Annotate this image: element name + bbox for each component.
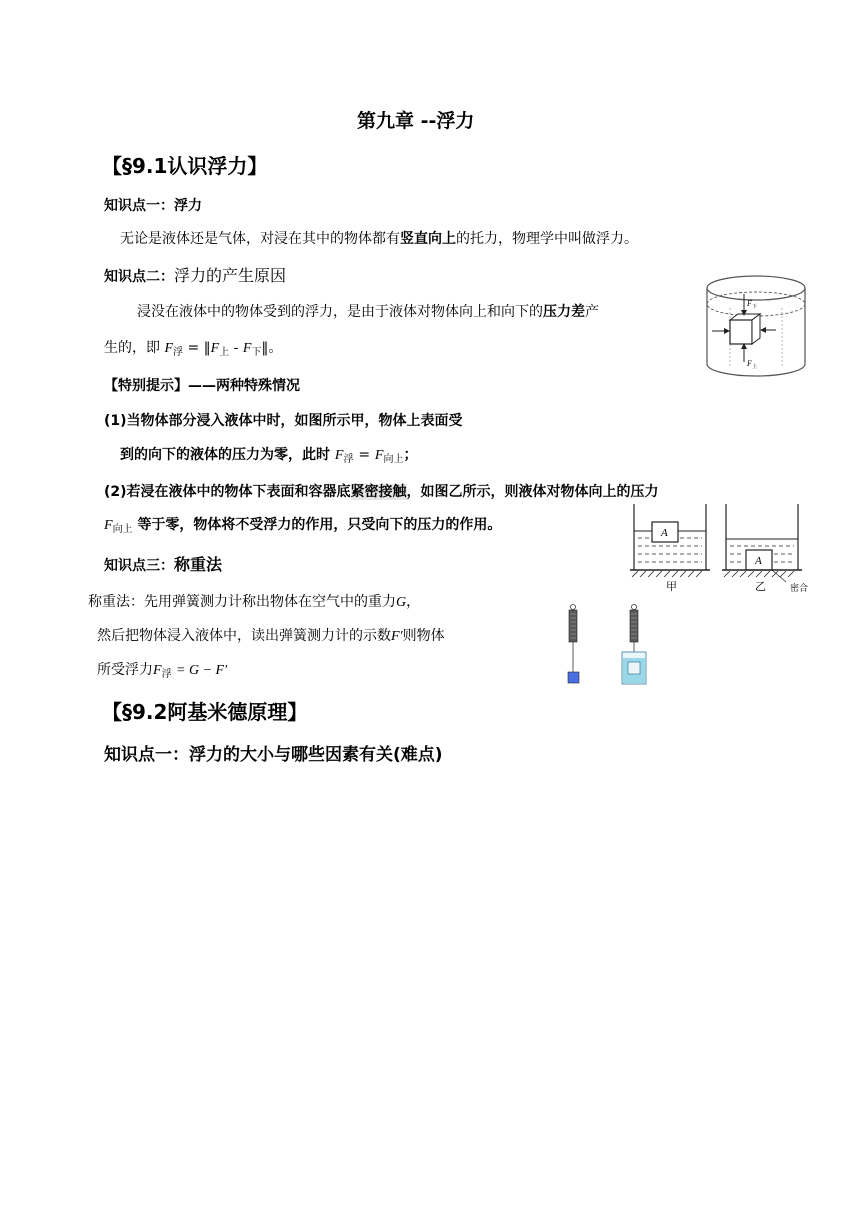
kp1-text-a: 无论是液体还是气体，对浸在其中的物体都有 [120, 231, 400, 247]
caption-yi: 乙 [755, 581, 766, 593]
formula-norm-close: ‖ [261, 340, 269, 356]
kp3-line2-text: 然后把物体浸入液体中，读出弹簧测力计的示数 [97, 628, 391, 644]
case1-sub-up: 向上 [383, 454, 404, 465]
formula-sub-buoy: 浮 [173, 347, 184, 358]
block-a-right: A [755, 555, 762, 567]
case1-line1: (1)当物体部分浸入液体中时，如图所示甲，物体上表面受 [104, 413, 463, 429]
kp3-line1-text: 称重法：先用弹簧测力计称出物体在空气中的重力 [88, 594, 396, 610]
formula-sub-down: 下 [251, 347, 262, 358]
cube-label-top: F [747, 299, 752, 308]
formula-f-down: F [242, 341, 252, 356]
kp3-line3-sub: 浮 [161, 669, 172, 680]
caption-jia: 甲 [666, 581, 677, 593]
case2-line2 [104, 514, 501, 535]
formula-f-up: F [210, 341, 220, 356]
kp2-label [104, 263, 286, 286]
case1-sub-buoy: 浮 [343, 454, 354, 465]
kp2-line1-b: 产 [585, 304, 599, 320]
section2-kp1-label: 知识点一：浮力的大小与哪些因素有关(难点) [104, 745, 443, 765]
kp3-line2-end: 则物体 [402, 628, 445, 644]
kp3-line1-end: ， [406, 594, 421, 610]
section-heading-9-2: 【§9.2阿基米德原理】 [102, 700, 308, 724]
kp3-line3 [97, 659, 227, 680]
kp3-line3-f: F [153, 663, 162, 678]
kp2-line1-em: 压力差 [543, 304, 585, 320]
note-mihe: 密合 [790, 583, 809, 593]
kp2-line1 [137, 301, 599, 321]
kp1-text-b: 的托力，物理学中叫做浮力。 [456, 231, 638, 247]
formula-minus: - [233, 340, 239, 356]
case2-sub: 向上 [112, 524, 133, 535]
case1-eq: = [358, 447, 371, 463]
kp3-line3-eq: = G − F′ [176, 663, 228, 678]
kp2-line1-a: 浸没在液体中的物体受到的浮力，是由于液体对物体向上和向下的 [137, 304, 543, 320]
case2-c: 等于零，物体将不受浮力的作用，只受向下的压力的作用。 [137, 517, 502, 533]
case1-line2 [120, 444, 417, 465]
kp3-line2 [97, 625, 445, 645]
section-heading-9-1: 【§9.1认识浮力】 [102, 154, 268, 178]
case2-line1 [104, 481, 659, 501]
buoyancy-cylinder-figure [700, 272, 812, 384]
kp3-line3-text: 所受浮力 [97, 662, 153, 678]
cube-label-bot: F [747, 359, 752, 368]
kp3-var-f: F′ [391, 629, 403, 644]
spring-scale-figure [562, 602, 652, 686]
kp1-label: 知识点一：浮力 [104, 198, 202, 214]
formula-eq: = [187, 340, 200, 356]
case2-b: ，如图乙所示，则液体对物体向上的压力 [406, 484, 659, 500]
block-a-left: A [661, 527, 668, 539]
formula-sub-up: 上 [219, 347, 230, 358]
kp3-label [104, 552, 222, 575]
page-title: 第九章 --浮力 [357, 110, 475, 132]
containers-figure [630, 504, 820, 596]
kp1-text [120, 228, 638, 248]
kp2-line2-a: 生的，即 [104, 340, 160, 356]
case1-end: ； [403, 447, 418, 463]
kp1-text-em: 竖直向上 [400, 231, 456, 247]
kp2-line2 [104, 337, 282, 358]
cube-label-top-sub: 下 [752, 305, 758, 310]
kp3-label-main: 称重法 [174, 555, 223, 574]
kp2-line2-end: 。 [268, 340, 283, 356]
formula-norm-open: ‖ [203, 340, 211, 356]
formula-f: F [164, 341, 174, 356]
case1-line2-text: 到的向下的液体的压力为零，此时 [120, 447, 330, 463]
kp3-label-prefix: 知识点三： [104, 558, 174, 574]
cube-label-bot-sub: 上 [752, 365, 758, 370]
kp3-var-g: G [396, 595, 407, 610]
case2-a: (2)若浸在液体中的物体下表面和容器底 [104, 484, 351, 500]
case1-f1: F [334, 448, 344, 463]
case2-f: F [104, 518, 113, 533]
tip-label: 【特别提示】——两种特殊情况 [104, 378, 300, 394]
kp2-label-main: 浮力的产生原因 [174, 266, 287, 285]
kp3-line1 [88, 591, 420, 611]
kp2-label-prefix: 知识点二： [104, 269, 174, 285]
case1-f2: F [374, 448, 384, 463]
case2-em: 紧密接触 [350, 484, 407, 500]
